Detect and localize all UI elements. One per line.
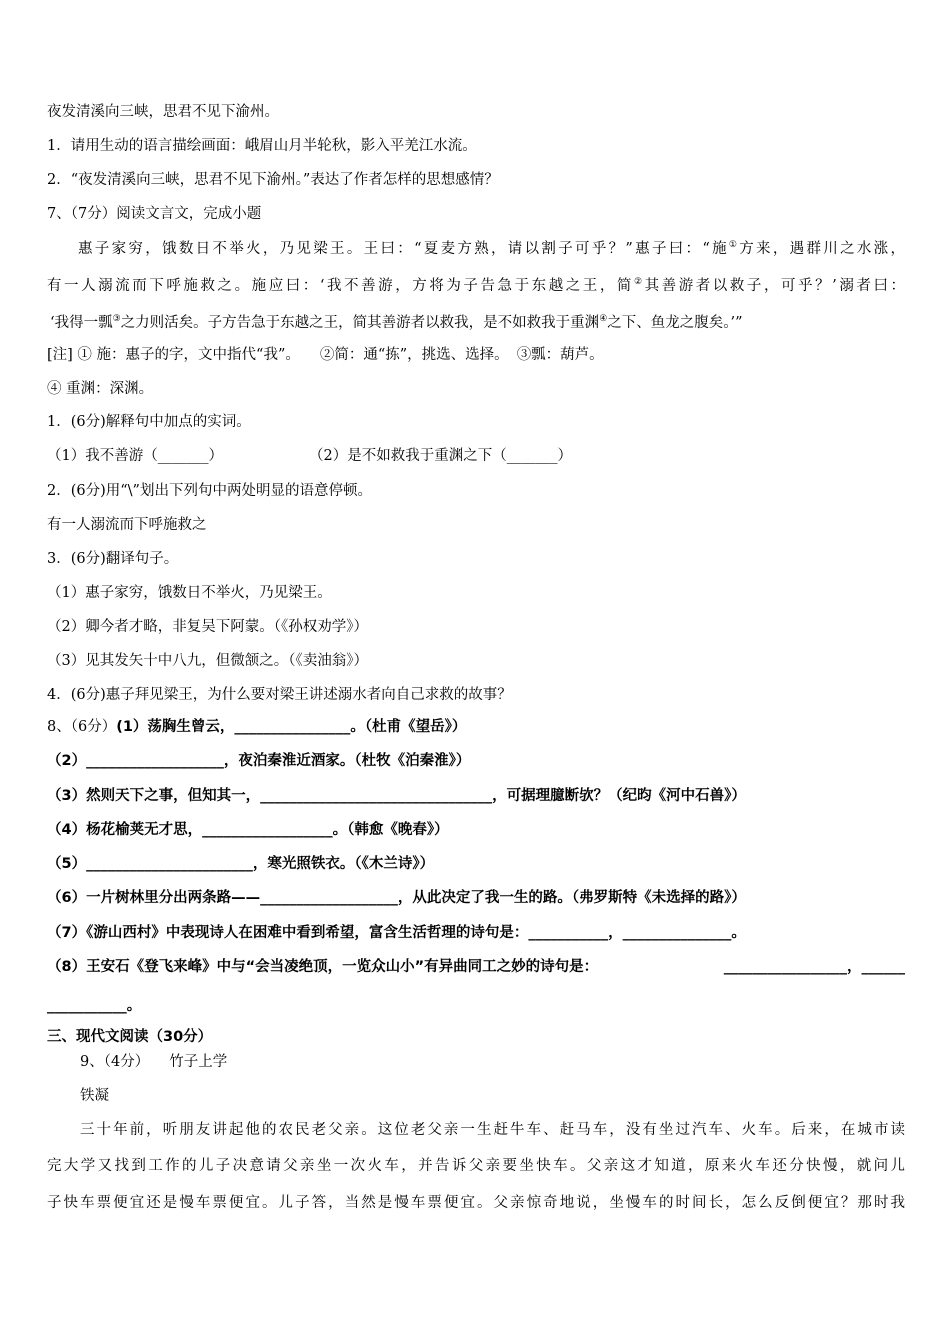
article-author: 铁凝	[80, 1088, 109, 1104]
question-9-header	[80, 1052, 227, 1072]
question-8-item-5: （5）_______________________，寒光照铁衣。（《木兰诗》）	[47, 856, 435, 872]
classical-text-line-1: 惠子家穷，饿数日不举火，乃见梁王。王曰：“夏麦方熟，请以割子可乎？”惠子曰：“施①方来，遇群川之水涨，	[78, 240, 905, 257]
question-4: 4．(6分)惠子拜见梁王，为什么要对梁王讲述溺水者向自己求救的故事？	[47, 687, 512, 703]
article-title: 竹子上学	[169, 1054, 228, 1070]
question-8-line-1	[47, 717, 466, 737]
article-paragraph-line-2: 完大学又找到工作的儿子决意请父亲坐一次火车，并告诉父亲要坐快车。父亲这才知道，原来火车还分快慢，就问儿	[47, 1158, 905, 1174]
question-3-item-3: （3）见其发矢十中八九，但微颔之。（《卖油翁》）	[47, 653, 368, 669]
question-2-text: 有一人溺流而下呼施救之	[47, 517, 207, 533]
footnote-mark-3: ③	[112, 314, 121, 324]
question-1-item-2: （2）是不如救我于重渊之下（_______）	[308, 448, 572, 464]
question-3-item-1: （1）惠子家穷，饿数日不举火，乃见梁王。	[47, 585, 332, 601]
notes-line-1: [注] ① 施：惠子的字，文中指代“我”。 ②简：通“拣”，挑选、选择。 ③瓢：葫芦。	[47, 347, 604, 363]
question-7-header: 7、（7分）阅读文言文，完成小题	[47, 206, 262, 222]
question-8-item-8-continued: ___________。	[47, 998, 142, 1014]
question-1-items	[47, 446, 572, 466]
poem-question-2: 2．“夜发清溪向三峡，思君不见下渝州。”表达了作者怎样的思想感情？	[47, 172, 499, 188]
classical-text-line-3: ‘我得一瓢③之力则活矣。子方告急于东越之王，简其善游者以救我，是不如救我于重渊④之下、鱼龙之腹矣。’”	[50, 314, 743, 331]
footnote-mark-4: ④	[599, 314, 608, 324]
question-8-item-3: （3）然则天下之事，但知其一，________________________________，可据理臆断欤？（纪昀《河中石兽》）	[47, 788, 746, 804]
question-8-item-1: (1）荡胸生曾云，________________。（杜甫《望岳》）	[116, 719, 467, 735]
question-1: 1．(6分)解释句中加点的实词。	[47, 414, 251, 430]
question-2: 2．(6分)用“\”划出下列句中两处明显的语意停顿。	[47, 483, 372, 499]
question-8-item-6: （6）一片树林里分出两条路——___________________，从此决定了我一生的路。（弗罗斯特《未选择的路》）	[47, 890, 746, 906]
question-8-item-7: （7）《游山西村》中表现诗人在困难中看到希望，富含生活哲理的诗句是：___________，_______________。	[47, 925, 746, 941]
question-8-item-8: （8）王安石《登飞来峰》中与“会当凌绝顶，一览众山小”有异曲同工之妙的诗句是： _________________，______	[47, 959, 905, 975]
footnote-mark-1: ①	[728, 240, 740, 250]
section-3-title: 三、现代文阅读（30分）	[47, 1029, 213, 1045]
footnote-mark-2: ②	[633, 277, 645, 287]
question-1-item-1: （1）我不善游（_______）	[47, 448, 223, 464]
poem-last-line: 夜发清溪向三峡，思君不见下渝州。	[47, 104, 279, 120]
question-8-item-4: （4）杨花榆荚无才思，__________________。（韩愈《晚春》）	[47, 822, 449, 838]
article-paragraph-line-1: 三十年前，听朋友讲起他的农民老父亲。这位老父亲一生赶牛车、赶马车，没有坐过汽车、火车。后来，在城市读	[80, 1122, 905, 1138]
article-paragraph-line-3: 子快车票便宜还是慢车票便宜。儿子答，当然是慢车票便宜。父亲惊奇地说，坐慢车的时间长，怎么反倒便宜？那时我	[47, 1195, 905, 1211]
question-8-header: 8、（6分）	[47, 719, 117, 735]
question-3: 3．(6分)翻译句子。	[47, 551, 179, 567]
poem-question-1: 1．请用生动的语言描绘画面：峨眉山月半轮秋，影入平羌江水流。	[47, 138, 477, 154]
classical-text-line-2: 有一人溺流而下呼施救之。施应曰：‘我不善游，方将为子告急于东越之王，简②其善游者以救子，可乎？’溺者曰：	[47, 277, 905, 294]
notes-line-2: ④ 重渊：深渊。	[47, 381, 154, 397]
question-9-label: 9、（4分）	[80, 1054, 150, 1070]
question-3-item-2: （2）卿今者才略，非复吴下阿蒙。（《孙权劝学》）	[47, 619, 368, 635]
question-8-item-2: （2）___________________，夜泊秦淮近酒家。（杜牧《泊秦淮》）	[47, 753, 471, 769]
